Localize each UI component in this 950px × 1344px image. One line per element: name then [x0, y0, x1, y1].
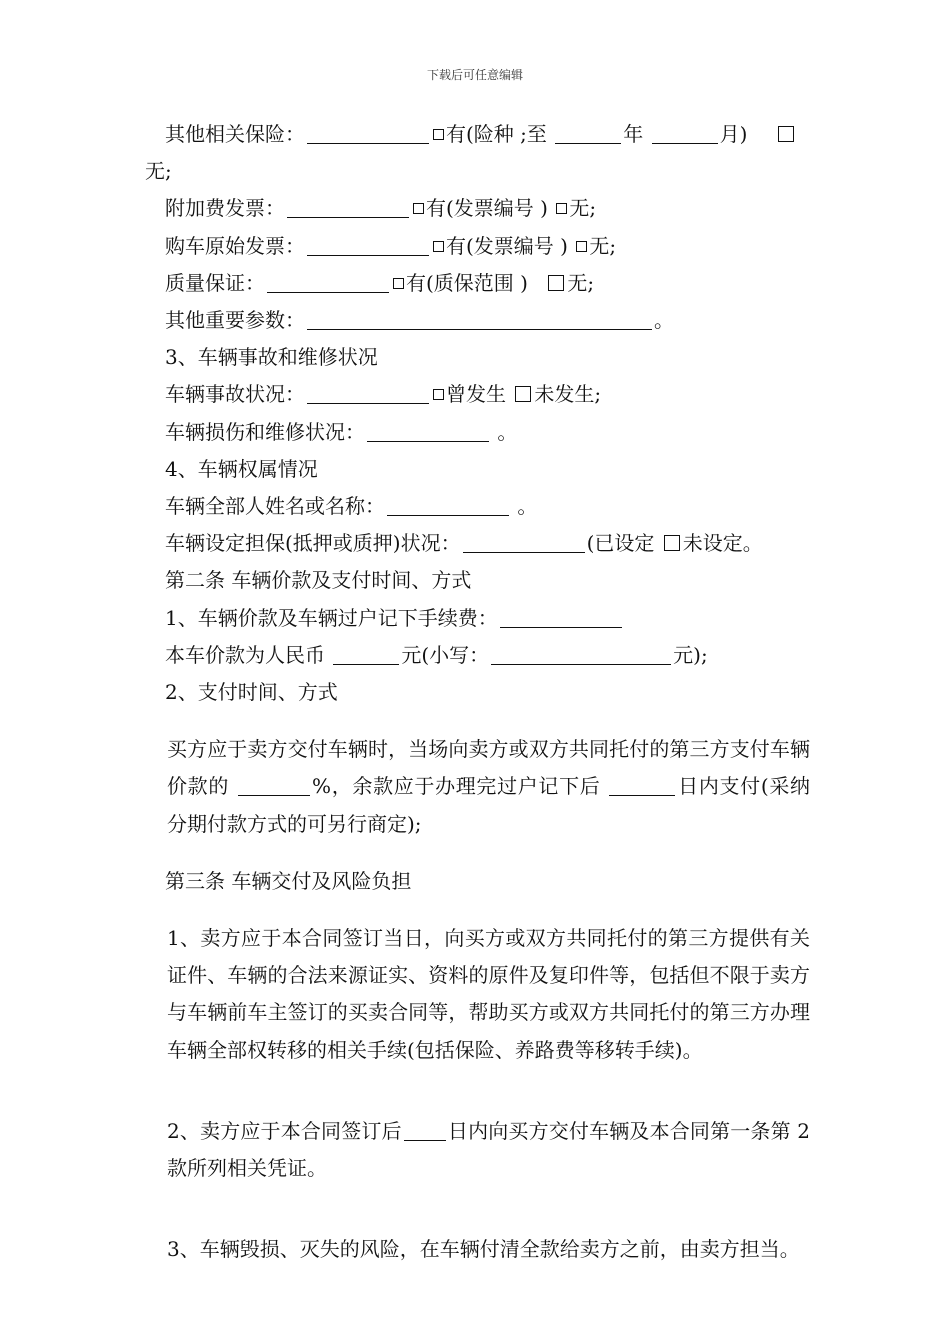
- option-label: 有(发票编号 ): [446, 233, 568, 258]
- payment-paragraph: [145, 731, 810, 843]
- blank-field[interactable]: [387, 493, 509, 516]
- checkbox[interactable]: [556, 203, 567, 214]
- option-label: 未发生;: [534, 382, 602, 407]
- article-heading: [145, 863, 810, 900]
- blank-field[interactable]: [555, 121, 621, 144]
- checkbox[interactable]: [548, 275, 564, 291]
- label: 其他相关保险：: [165, 122, 305, 146]
- option-label: 未设定。: [682, 531, 763, 556]
- option-label: 有(险种 ;至: [446, 122, 547, 146]
- blank-field[interactable]: [307, 233, 429, 256]
- warranty-line: [145, 265, 810, 302]
- checkbox[interactable]: [433, 241, 444, 252]
- option-label: 有(发票编号 ): [426, 196, 548, 221]
- damage-repair-line: [145, 414, 810, 451]
- risk-paragraph: [145, 1231, 810, 1268]
- mortgage-status-line: [145, 525, 810, 562]
- checkbox[interactable]: [393, 278, 404, 289]
- section-heading: [145, 451, 810, 488]
- paragraph-text: 买方应于卖方交付车辆时，当场向卖方或双方共同托付的第三方支付车辆价款的: [167, 737, 810, 799]
- label: 年: [623, 122, 644, 146]
- surcharge-invoice-line: [145, 190, 810, 227]
- option-label: 有(质保范围 ): [406, 270, 528, 295]
- checkbox[interactable]: [433, 389, 444, 400]
- option-label: 无;: [567, 270, 595, 295]
- article-heading: [145, 562, 810, 599]
- paragraph-text: 1、卖方应于本合同签订当日，向买方或双方共同托付的第三方提供有关证件、车辆的合法来源证实、资料的原件及复印件等，包括但不限于卖方与车辆前车主签订的买卖合同等，帮助买方或双方共同托付的第三方办理车辆全部权转移的相关手续(包括保险、养路费等移转手续)。: [167, 926, 810, 1062]
- owner-name-line: [145, 488, 810, 525]
- label: 质量保证：: [165, 270, 265, 295]
- delivery-paragraph-1: [145, 920, 810, 1069]
- heading-text: 3、车辆事故和维修状况: [165, 345, 378, 370]
- price-rmb-line: [145, 637, 810, 674]
- option-label: 无;: [145, 159, 172, 184]
- section-heading: [145, 674, 810, 711]
- checkbox[interactable]: [778, 126, 794, 142]
- label: 购车原始发票：: [165, 233, 305, 258]
- heading-text: 第二条 车辆价款及支付时间、方式: [165, 568, 472, 593]
- option-label: 曾发生: [446, 382, 506, 407]
- label: 车辆设定担保(抵押或质押)状况：: [165, 531, 461, 556]
- paragraph-text: %，余款应于办理完过户记下后: [312, 774, 601, 799]
- label: 元(小写：: [401, 642, 490, 667]
- checkbox[interactable]: [413, 203, 424, 214]
- blank-field[interactable]: [404, 1118, 446, 1141]
- original-invoice-line: [145, 228, 810, 265]
- heading-text: 第三条 车辆交付及风险负担: [165, 868, 412, 893]
- other-params-line: [145, 302, 810, 339]
- accident-status-line: [145, 376, 810, 413]
- blank-field[interactable]: [500, 605, 622, 628]
- blank-field[interactable]: [463, 530, 585, 553]
- checkbox[interactable]: [433, 129, 444, 140]
- blank-field[interactable]: [238, 773, 310, 796]
- delivery-paragraph-2: [145, 1113, 810, 1187]
- option-label: 无;: [589, 233, 617, 258]
- heading-text: 2、支付时间、方式: [165, 680, 338, 705]
- continuation-line: [145, 153, 810, 190]
- blank-field[interactable]: [267, 270, 389, 293]
- blank-field[interactable]: [609, 773, 675, 796]
- option-label: 无;: [569, 196, 597, 221]
- contract-body: [145, 116, 810, 1268]
- label: 元);: [673, 642, 708, 667]
- blank-field[interactable]: [367, 419, 489, 442]
- checkbox[interactable]: [576, 241, 587, 252]
- label: 车辆事故状况：: [165, 382, 305, 407]
- page-header: 下载后可任意编辑: [426, 68, 523, 82]
- other-insurance-line: [145, 116, 810, 153]
- punctuation: 。: [497, 419, 518, 444]
- label: 其他重要参数：: [165, 308, 305, 333]
- punctuation: 。: [517, 494, 538, 519]
- heading-text: 4、车辆权属情况: [165, 456, 318, 481]
- label: 车辆损伤和维修状况：: [165, 419, 365, 444]
- paragraph-text: 3、车辆毁损、灭失的风险，在车辆付清全款给卖方之前，由卖方担当。: [167, 1237, 800, 1262]
- blank-field[interactable]: [491, 642, 671, 665]
- label: 1、车辆价款及车辆过户记下手续费：: [165, 605, 498, 630]
- blank-field[interactable]: [307, 307, 652, 330]
- paragraph-text: 日内支付(采纳分期付款方式的可另行商定);: [167, 774, 810, 836]
- paragraph-text: 日内向买方交付车辆及本合同第一条第 2 款所列相关凭证。: [167, 1118, 810, 1181]
- price-fee-line: [145, 600, 810, 637]
- label: 车辆全部人姓名或名称：: [165, 494, 385, 519]
- label: 本车价款为人民币: [165, 642, 325, 667]
- blank-field[interactable]: [307, 121, 429, 144]
- checkbox[interactable]: [515, 386, 531, 402]
- blank-field[interactable]: [287, 195, 409, 218]
- section-heading: [145, 339, 810, 376]
- option-label: (已设定: [586, 531, 655, 556]
- blank-field[interactable]: [652, 121, 718, 144]
- label: 附加费发票：: [165, 196, 285, 221]
- punctuation: 。: [654, 308, 674, 333]
- label: 月): [719, 122, 748, 146]
- blank-field[interactable]: [333, 642, 399, 665]
- checkbox[interactable]: [664, 535, 680, 551]
- paragraph-text: 2、卖方应于本合同签订后: [167, 1118, 402, 1143]
- blank-field[interactable]: [307, 381, 429, 404]
